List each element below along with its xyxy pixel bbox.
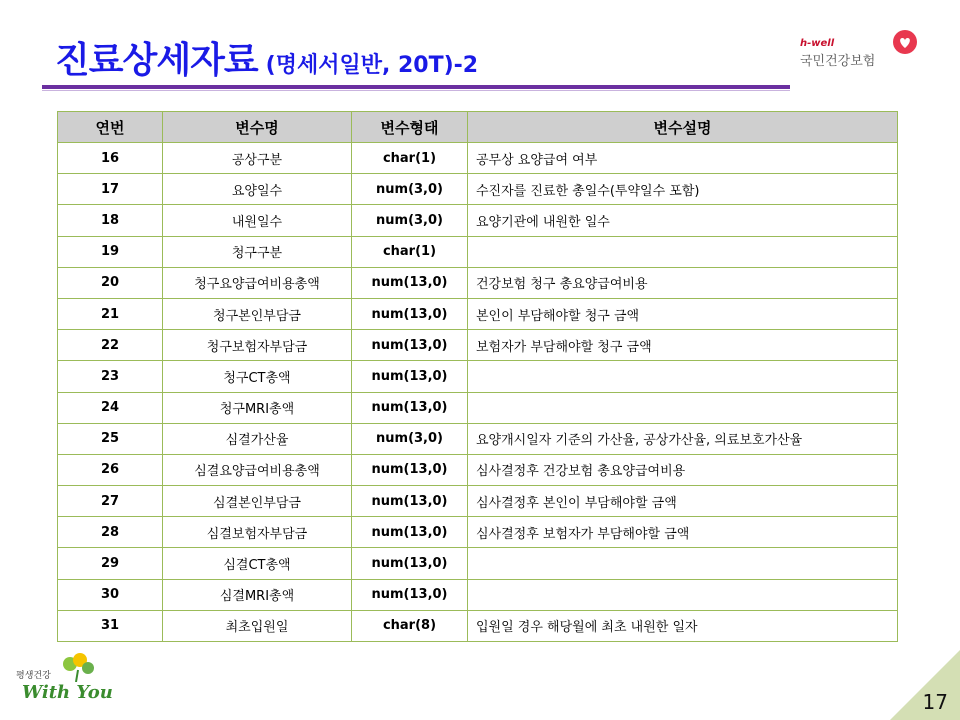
cell-desc: 건강보험 청구 총요양급여비용 [468, 267, 898, 298]
cell-desc: 보험자가 부담해야할 청구 금액 [468, 330, 898, 361]
cell-name: 내원일수 [163, 205, 352, 236]
cell-no: 25 [58, 423, 163, 454]
cell-desc: 본인이 부담해야할 청구 금액 [468, 298, 898, 329]
header-no: 연번 [58, 112, 163, 143]
cell-name: 심결본인부담금 [163, 486, 352, 517]
table-row [58, 610, 898, 641]
cell-no: 30 [58, 579, 163, 610]
table-header-row [58, 112, 898, 143]
cell-desc: 수진자를 진료한 총일수(투약일수 포함) [468, 174, 898, 205]
table-row [58, 174, 898, 205]
cell-type: num(13,0) [352, 392, 468, 423]
title-underline [42, 85, 790, 89]
cell-no: 23 [58, 361, 163, 392]
cell-type: char(1) [352, 236, 468, 267]
cell-name: 청구본인부담금 [163, 298, 352, 329]
cell-no: 27 [58, 486, 163, 517]
cell-name: 청구요양급여비용총액 [163, 267, 352, 298]
cell-no: 19 [58, 236, 163, 267]
cell-type: num(13,0) [352, 330, 468, 361]
cell-type: num(3,0) [352, 174, 468, 205]
page-number: 17 [922, 690, 948, 714]
cell-no: 28 [58, 517, 163, 548]
variable-table [57, 111, 898, 642]
cell-name: 심결보험자부담금 [163, 517, 352, 548]
cell-type: char(1) [352, 143, 468, 174]
cell-desc: 심사결정후 본인이 부담해야할 금액 [468, 486, 898, 517]
table-row [58, 579, 898, 610]
table-row [58, 361, 898, 392]
cell-no: 31 [58, 610, 163, 641]
cell-type: char(8) [352, 610, 468, 641]
footer-logo-text: With You [22, 682, 113, 703]
table-row [58, 267, 898, 298]
header-desc: 변수설명 [468, 112, 898, 143]
cell-type: num(13,0) [352, 517, 468, 548]
table-row [58, 423, 898, 454]
cell-desc [468, 361, 898, 392]
footer-logo [14, 652, 113, 708]
cell-type: num(3,0) [352, 423, 468, 454]
cell-name: 청구구분 [163, 236, 352, 267]
cell-no: 21 [58, 298, 163, 329]
cell-no: 17 [58, 174, 163, 205]
cell-desc: 입원일 경우 해당월에 최초 내원한 일자 [468, 610, 898, 641]
table-row [58, 298, 898, 329]
clover-icon [54, 652, 100, 682]
cell-name: 청구CT총액 [163, 361, 352, 392]
cell-desc [468, 236, 898, 267]
cell-type: num(13,0) [352, 361, 468, 392]
cell-desc: 요양기관에 내원한 일수 [468, 205, 898, 236]
table-row [58, 143, 898, 174]
table-row [58, 454, 898, 485]
table-row [58, 236, 898, 267]
cell-desc: 요양개시일자 기준의 가산율, 공상가산율, 의료보호가산율 [468, 423, 898, 454]
cell-no: 22 [58, 330, 163, 361]
table-row [58, 548, 898, 579]
page-title [55, 32, 478, 83]
cell-desc [468, 579, 898, 610]
cell-no: 16 [58, 143, 163, 174]
cell-desc: 공무상 요양급여 여부 [468, 143, 898, 174]
cell-name: 심결요양급여비용총액 [163, 454, 352, 485]
footer-slogan: 평생건강 [16, 671, 51, 681]
table-row [58, 517, 898, 548]
cell-name: 심결CT총액 [163, 548, 352, 579]
cell-type: num(3,0) [352, 205, 468, 236]
cell-type: num(13,0) [352, 267, 468, 298]
cell-type: num(13,0) [352, 548, 468, 579]
cell-type: num(13,0) [352, 298, 468, 329]
cell-name: 심결가산율 [163, 423, 352, 454]
cell-type: num(13,0) [352, 579, 468, 610]
title-underline-thin [42, 90, 790, 91]
table-row [58, 486, 898, 517]
cell-desc [468, 392, 898, 423]
cell-desc: 심사결정후 보험자가 부담해야할 금액 [468, 517, 898, 548]
table-row [58, 330, 898, 361]
cell-no: 18 [58, 205, 163, 236]
cell-type: num(13,0) [352, 486, 468, 517]
table-row [58, 392, 898, 423]
cell-desc [468, 548, 898, 579]
cell-name: 심결MRI총액 [163, 579, 352, 610]
page-title-main: 진료상세자료 [55, 40, 258, 81]
brand-logo [800, 28, 920, 72]
cell-no: 20 [58, 267, 163, 298]
header-name: 변수명 [163, 112, 352, 143]
page-title-sub: (명세서일반, 20T)-2 [265, 53, 479, 78]
cell-name: 최초입원일 [163, 610, 352, 641]
cell-no: 29 [58, 548, 163, 579]
cell-name: 공상구분 [163, 143, 352, 174]
cell-no: 26 [58, 454, 163, 485]
cell-type: num(13,0) [352, 454, 468, 485]
cell-name: 청구MRI총액 [163, 392, 352, 423]
table-body [58, 143, 898, 642]
brand-name: 국민건강보험 [800, 54, 876, 69]
cell-name: 요양일수 [163, 174, 352, 205]
table-row [58, 205, 898, 236]
heart-logo-icon [890, 28, 920, 58]
cell-name: 청구보험자부담금 [163, 330, 352, 361]
cell-no: 24 [58, 392, 163, 423]
cell-desc: 심사결정후 건강보험 총요양급여비용 [468, 454, 898, 485]
brand-tagline: h-well [800, 38, 835, 49]
header-type: 변수형태 [352, 112, 468, 143]
